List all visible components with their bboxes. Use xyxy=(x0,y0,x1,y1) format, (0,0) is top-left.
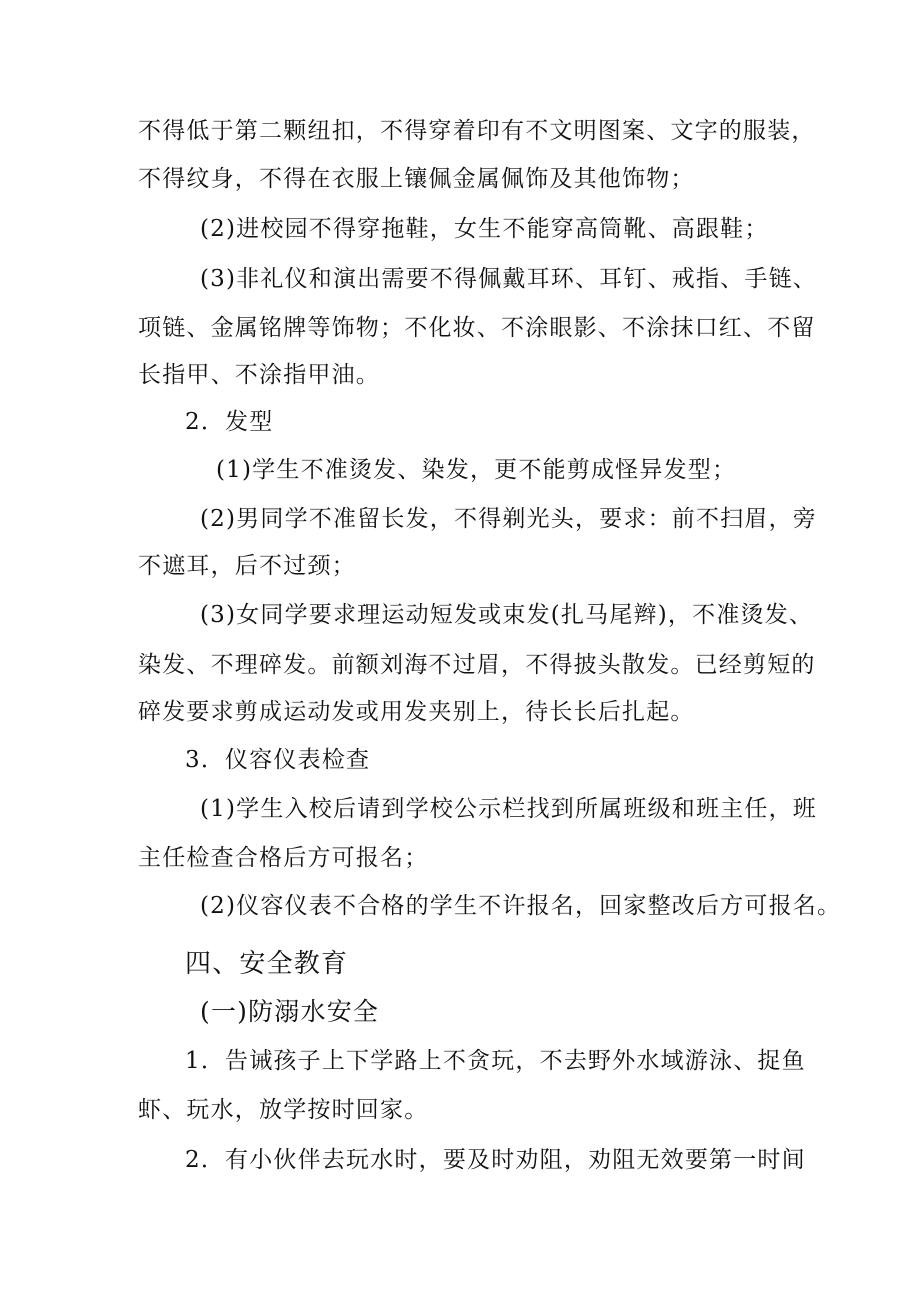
paragraph-line: 不得低于第二颗纽扣，不得穿着印有不文明图案、文字的服装， xyxy=(138,118,816,144)
list-item-line: (1)学生入校后请到学校公示栏找到所属班级和班主任，班 xyxy=(200,796,817,822)
list-item-line: (1)学生不准烫发、染发，更不能剪成怪异发型； xyxy=(216,457,737,483)
paragraph-line: 不得纹身，不得在衣服上镶佩金属佩饰及其他饰物； xyxy=(138,166,695,192)
paragraph-line: 项链、金属铭牌等饰物；不化妆、不涂眼影、不涂抹口红、不留 xyxy=(138,315,816,341)
subsection-heading-drowning-prevention: (一)防溺水安全 xyxy=(200,997,380,1026)
paragraph-line: 长指甲、不涂指甲油。 xyxy=(138,362,380,388)
list-item-line: 2．有小伙伴去玩水时，要及时劝阻，劝阻无效要第一时间 xyxy=(185,1147,806,1173)
section-heading-hairstyle: 2．发型 xyxy=(185,409,274,435)
list-item-line: (3)女同学要求理运动短发或束发(扎马尾辫)，不准烫发、 xyxy=(200,602,814,628)
section-heading-appearance-check: 3．仪容仪表检查 xyxy=(185,747,371,773)
list-item-line: (3)非礼仪和演出需要不得佩戴耳环、耳钉、戒指、手链、 xyxy=(200,266,817,292)
paragraph-line: 染发、不理碎发。前额刘海不过眉，不得披头散发。已经剪短的 xyxy=(138,652,816,678)
chapter-heading-safety-education: 四、安全教育 xyxy=(185,949,349,979)
list-item-line: (2)男同学不准留长发，不得剃光头，要求：前不扫眉，旁 xyxy=(200,506,817,532)
paragraph-line: 不遮耳，后不过颈； xyxy=(138,553,356,579)
list-item-line: (2)进校园不得穿拖鞋，女生不能穿高筒靴、高跟鞋； xyxy=(200,216,769,242)
list-item-line: (2)仪容仪表不合格的学生不许报名，回家整改后方可报名。 xyxy=(200,893,842,919)
paragraph-line: 碎发要求剪成运动发或用发夹别上，待长长后扎起。 xyxy=(138,699,695,725)
paragraph-line: 主任检查合格后方可报名； xyxy=(138,845,429,871)
paragraph-line: 虾、玩水，放学按时回家。 xyxy=(138,1097,429,1123)
list-item-line: 1．告诫孩子上下学路上不贪玩，不去野外水域游泳、捉鱼 xyxy=(185,1048,806,1074)
